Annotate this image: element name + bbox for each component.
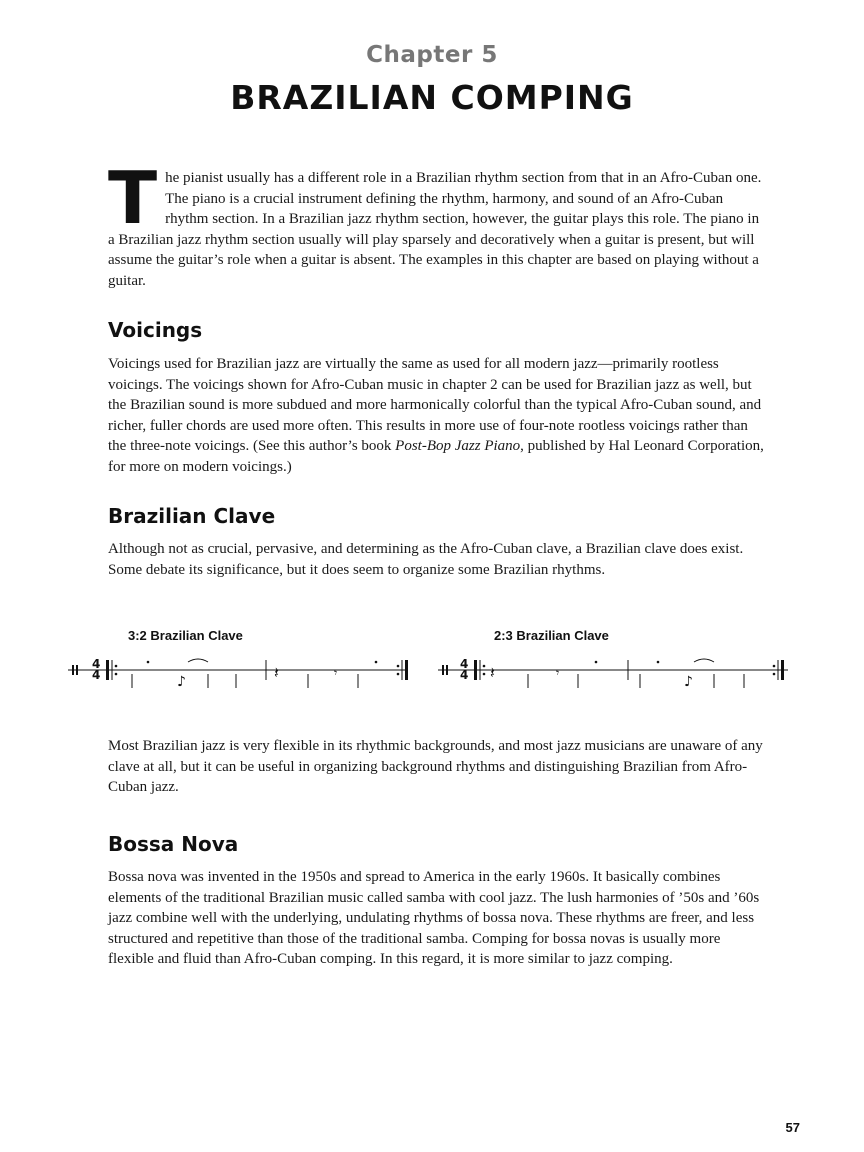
book-title: Post-Bop Jazz Piano [395, 438, 521, 454]
eighth-rest: 𝄾 [556, 666, 560, 680]
section-heading-voicings: Voicings [108, 318, 203, 342]
time-signature-bottom: 4 [92, 668, 101, 682]
quarter-rest: 𝄽 [274, 663, 279, 682]
time-signature-top: 4 [460, 657, 469, 671]
section-heading-brazilian-clave: Brazilian Clave [108, 504, 276, 528]
intro-text: he pianist usually has a different role in a Brazilian rhythm section from that in an Afro-Cuban one. The piano is a crucial instrument defining the rhythm, harmony, and sound of an Afro-Cuban rhythm section. In a Brazilian jazz rhythm section, however, the guitar plays this role. The piano in a Brazilian jazz rhythm section usually will play sparsely and decoratively when a guitar is present, but will assume the guitar’s role when a guitar is absent. The examples in this chapter are based on playing without a guitar. [108, 170, 762, 289]
dotted-note [147, 661, 150, 664]
example-label-2-3: 2:3 Brazilian Clave [494, 628, 609, 643]
intro-paragraph [108, 168, 768, 291]
eighth-note: ♪ [177, 674, 186, 690]
eighth-rest: 𝄾 [334, 666, 338, 680]
chapter-label: Chapter 5 [366, 42, 498, 68]
repeat-start-bar [106, 660, 109, 680]
quarter-rest: 𝄽 [490, 663, 495, 682]
percussion-clef [442, 665, 444, 675]
clave-notation [60, 622, 820, 702]
page-number: 57 [785, 1120, 800, 1135]
brazilian-clave-paragraph: Although not as crucial, pervasive, and determining as the Afro-Cuban clave, a Brazilian clave does exist. Some debate its significance, but it does seem to organize some Brazilian rhythms. [108, 541, 744, 578]
section-heading-bossa-nova: Bossa Nova [108, 832, 239, 856]
voicings-text-after: , published by Hal Leonard Corporation, for more on modern voicings.) [108, 438, 764, 475]
example-label-3-2: 3:2 Brazilian Clave [128, 628, 243, 643]
voicings-text-before: Voicings used for Brazilian jazz are virtually the same as used for all modern jazz—primarily rootless voicings. The voicings shown for Afro-Cuban music in chapter 2 can be used for Brazilian jazz as well, but the Brazilian sound is more subdued and more harmonically colorful than the typical Afro-Cuban sound, and richer, fuller chords are used more often. This results in more use of four-note rootless voicings rather than the three-note voicings. (See this author’s book [108, 356, 762, 454]
drop-cap: T [108, 170, 158, 226]
repeat-start-bar [474, 660, 477, 680]
tie [694, 659, 714, 662]
chapter-title: BRAZILIAN COMPING [230, 78, 634, 117]
flexibility-paragraph: Most Brazilian jazz is very flexible in its rhythmic backgrounds, and most jazz musicians are unaware of any clave at all, but it can be useful in organizing background rhythms and distinguishing Brazilian from Afro-Cuban jazz. [108, 738, 763, 795]
time-signature-bottom: 4 [460, 668, 469, 682]
eighth-note: ♪ [684, 674, 693, 690]
time-signature-top: 4 [92, 657, 101, 671]
tie [188, 659, 208, 662]
voicings-paragraph [108, 354, 768, 477]
percussion-clef [72, 665, 74, 675]
bossa-nova-paragraph: Bossa nova was invented in the 1950s and spread to America in the early 1960s. It basically combines elements of the traditional Brazilian music called samba with cool jazz. The lush harmonies of ’50s and ’60s jazz combine well with the underlying, undulating rhythms of bossa nova. These rhythms are freer, and less structured and repetitive than those of the traditional samba. Comping for bossa novas is usually more flexible and fluid than Afro-Cuban comping. In this regard, it is more similar to jazz comping. [108, 869, 760, 967]
